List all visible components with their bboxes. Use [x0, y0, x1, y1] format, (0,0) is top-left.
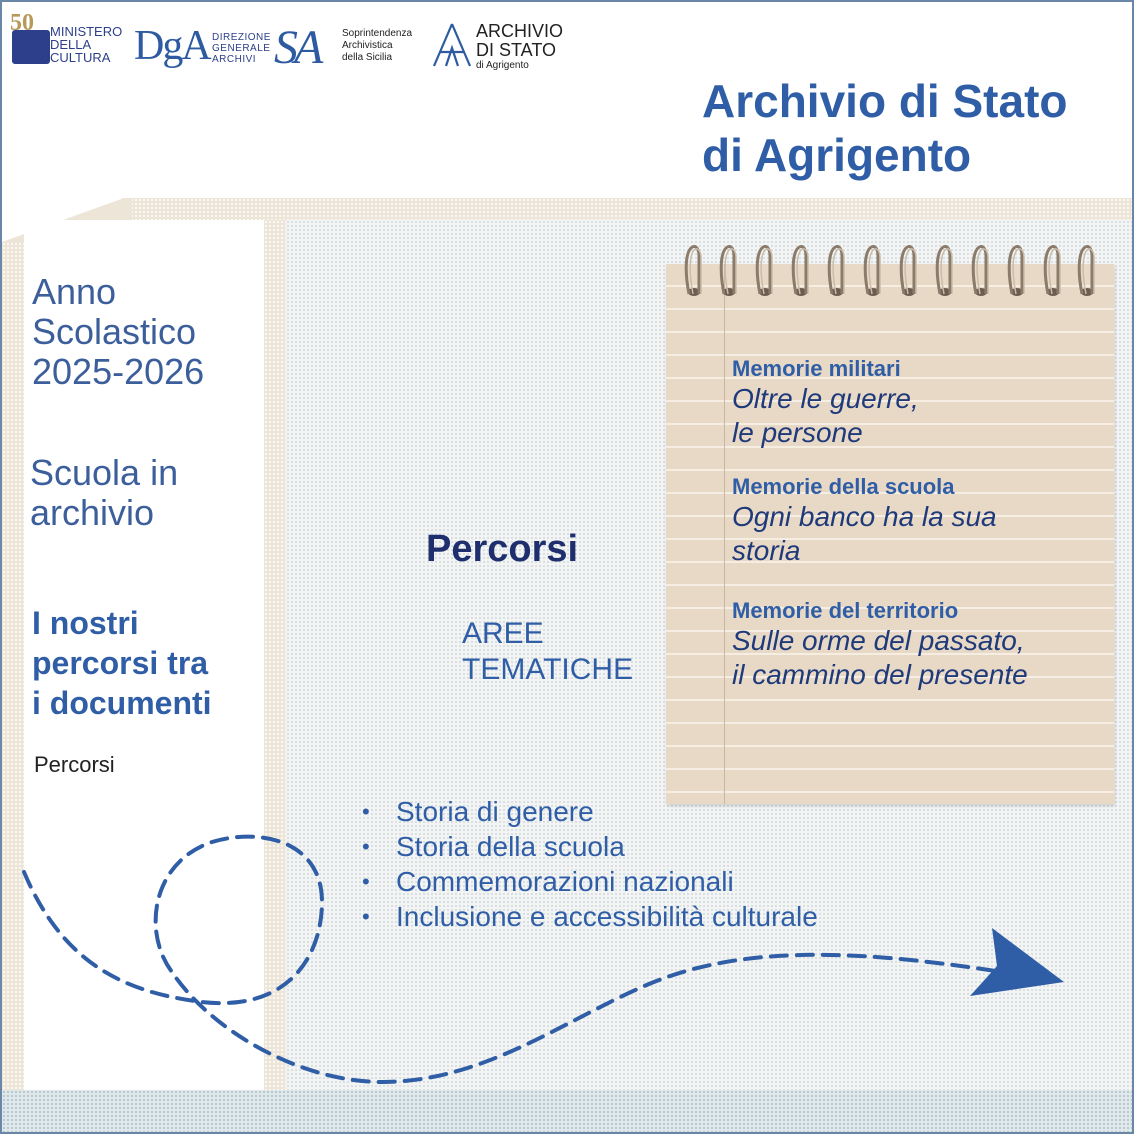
- scuola-in-archivio: [30, 453, 178, 533]
- page-title-line1: Archivio di Stato: [702, 75, 1068, 127]
- nostri-line3: i documenti: [32, 685, 212, 721]
- school-year-line1: Anno: [32, 271, 117, 312]
- logo-mic-line1: MINISTERO: [50, 24, 123, 39]
- theme-military: [732, 356, 919, 450]
- logo-soprintendenza-line3: della Sicilia: [342, 52, 393, 63]
- theme-territory: [732, 598, 1028, 692]
- notebook-margin-line: [724, 264, 725, 804]
- ring-icon: [683, 244, 705, 300]
- logo-soprintendenza-line1: Soprintendenza: [342, 28, 413, 39]
- theme-military-title: Memorie militari: [732, 356, 901, 381]
- logo-archivio-stato-line3: di Agrigento: [476, 60, 529, 71]
- percorsi-heading: Percorsi: [426, 528, 579, 570]
- theme-school-line1: Ogni banco ha la sua: [732, 501, 997, 532]
- logo-dga-line1: DIREZIONE: [212, 32, 271, 43]
- logo-archivio-stato: [432, 22, 582, 72]
- logo-soprintendenza: [274, 20, 434, 74]
- logo-archivio-stato-text: [476, 22, 563, 71]
- ring-icon: [1076, 244, 1098, 300]
- dashed-path: [2, 822, 1134, 1092]
- nostri-line2: percorsi tra: [32, 645, 209, 681]
- logo-mic-number: 50: [10, 10, 34, 36]
- logo-dga-line3: ARCHIVI: [212, 54, 257, 65]
- aree-line1: AREE: [462, 617, 544, 650]
- ring-icon: [970, 244, 992, 300]
- bottom-band: [2, 1090, 1134, 1134]
- nostri-percorsi-heading: [32, 603, 212, 723]
- ring-icon: [790, 244, 812, 300]
- ring-icon: [1042, 244, 1064, 300]
- theme-military-line1: Oltre le guerre,: [732, 383, 919, 414]
- theme-territory-title: Memorie del territorio: [732, 598, 959, 623]
- theme-military-line2: le persone: [732, 417, 863, 448]
- scuola-line2: archivio: [30, 492, 155, 533]
- ring-icon: [898, 244, 920, 300]
- school-year-line3: 2025-2026: [32, 351, 205, 392]
- dashed-loop-line: [24, 837, 1002, 1082]
- ring-icon: [718, 244, 740, 300]
- theme-school-title: Memorie della scuola: [732, 474, 955, 499]
- theme-school-line2: storia: [732, 535, 801, 566]
- ring-icon: [862, 244, 884, 300]
- school-year: [32, 272, 204, 392]
- theme-school: [732, 474, 997, 568]
- logo-archivio-stato-line1: ARCHIVIO: [476, 21, 564, 41]
- percorsi-label-small: Percorsi: [34, 752, 115, 777]
- logo-soprintendenza-mark: SA: [274, 21, 320, 74]
- scuola-line1: Scuola in: [30, 452, 179, 493]
- topic-list-item: • Storia di genere: [362, 794, 818, 829]
- ring-icon: [934, 244, 956, 300]
- logo-mic-line3: CULTURA: [50, 50, 111, 65]
- logo-soprintendenza-line2: Archivistica: [342, 40, 393, 51]
- ring-icon: [826, 244, 848, 300]
- page-title: [702, 74, 1132, 182]
- ring-icon: [754, 244, 776, 300]
- logo-soprintendenza-text: [342, 28, 412, 64]
- top-band: [122, 198, 1134, 220]
- logo-mic-line2: DELLA: [50, 37, 92, 52]
- logo-mic-text: [50, 25, 122, 64]
- theme-territory-line2: il cammino del presente: [732, 659, 1028, 690]
- school-year-line2: Scolastico: [32, 311, 197, 352]
- logo-dga-line2: GENERALE: [212, 43, 271, 54]
- logo-archivio-stato-icon: [432, 22, 472, 68]
- ring-icon: [1006, 244, 1028, 300]
- topic-list-item: • Commemorazioni nazionali: [362, 864, 818, 899]
- logo-mic: [10, 10, 123, 66]
- aree-line2: TEMATICHE: [462, 653, 634, 686]
- logo-archivio-stato-line2: DI STATO: [476, 40, 557, 60]
- nostri-line1: I nostri: [32, 605, 139, 641]
- topic-list-item: • Inclusione e accessibilità culturale: [362, 899, 818, 934]
- logo-dga-mark: DgA: [134, 23, 210, 69]
- logo-dga-text: [212, 32, 271, 65]
- theme-territory-line1: Sulle orme del passato,: [732, 625, 1025, 656]
- page-title-line2: di Agrigento: [702, 129, 972, 181]
- aree-tematiche: [462, 616, 633, 688]
- arrow-icon: [970, 928, 1064, 996]
- topic-list-item: • Storia della scuola: [362, 829, 818, 864]
- logo-dga: [134, 20, 284, 68]
